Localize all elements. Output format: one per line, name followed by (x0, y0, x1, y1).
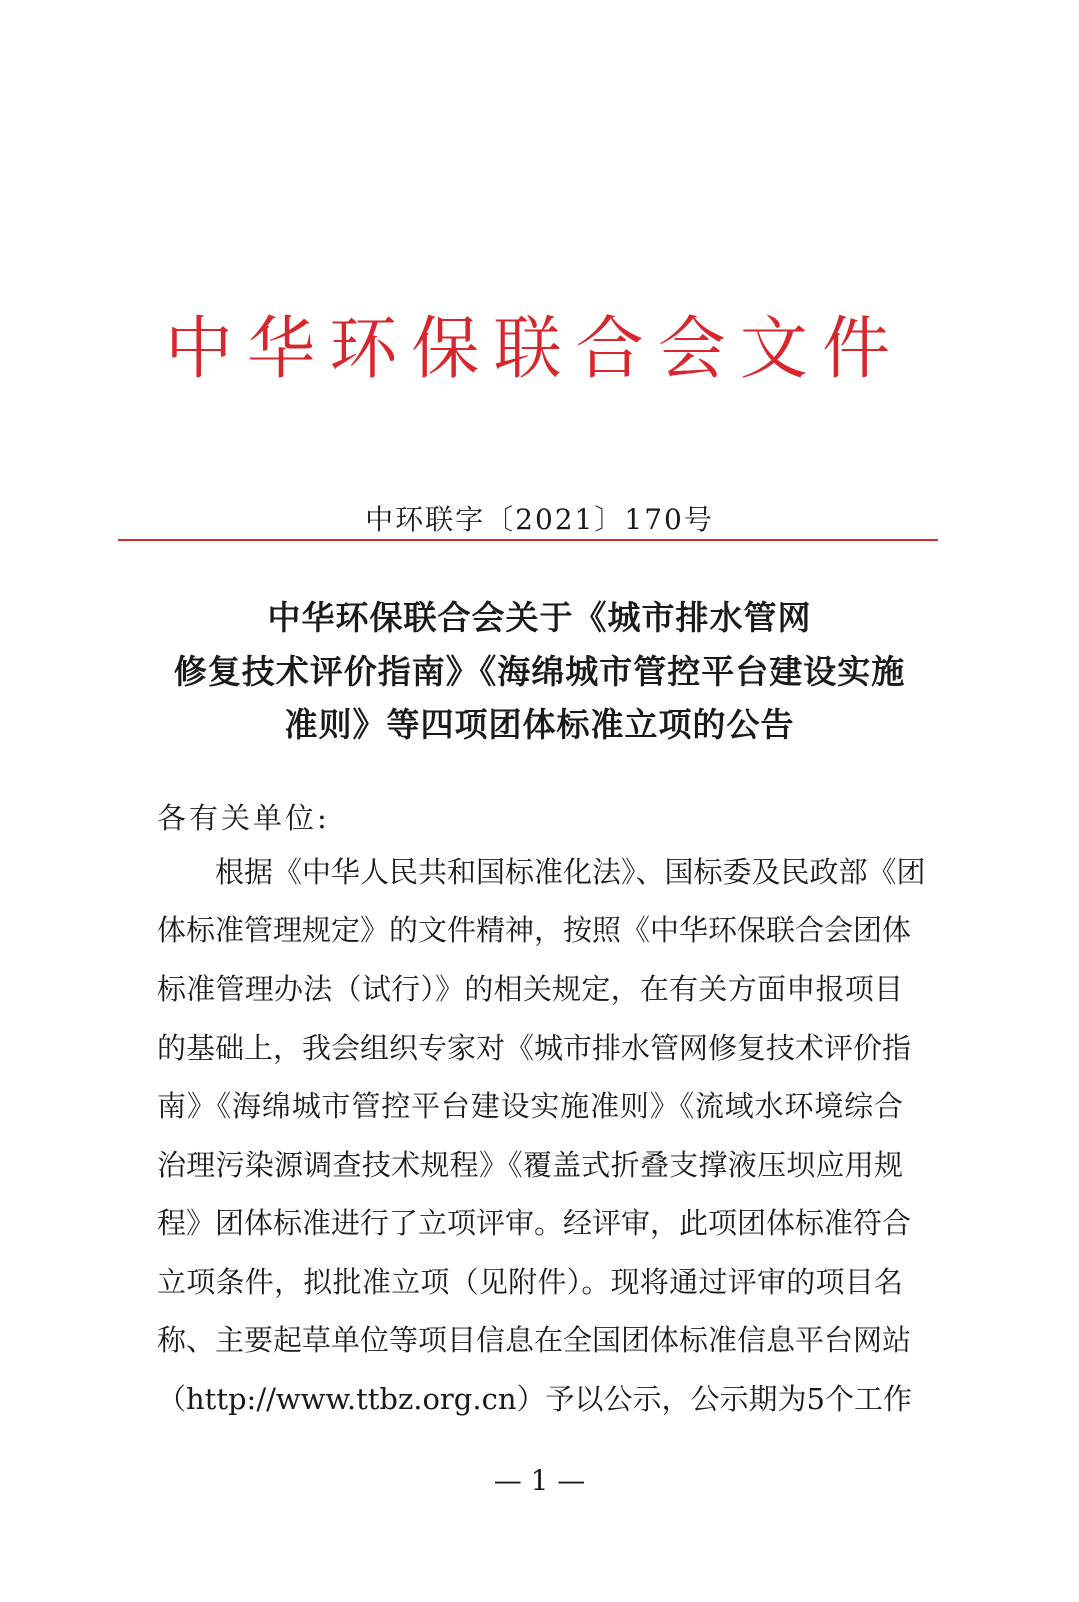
body-line: 程》团体标准进行了立项评审。经评审，此项团体标准符合 (157, 1206, 912, 1240)
salutation: 各有关单位: (157, 801, 330, 835)
body-line: 根据《中华人民共和国标准化法》、国标委及民政部《团 (215, 855, 926, 889)
document-number: 中环联字〔2021〕170号 (365, 503, 714, 536)
body-line: 的基础上，我会组织专家对《城市排水管网修复技术评价指 (157, 1031, 912, 1065)
document-header-title: 中华环保联合会文件 (165, 310, 890, 389)
body-line: 称、主要起草单位等项目信息在全国团体标准信息平台网站 (157, 1323, 912, 1357)
body-line: 立项条件，拟批准立项（见附件）。现将通过评审的项目名 (157, 1265, 903, 1299)
title-line-1: 中华环保联合会关于《城市排水管网 (267, 598, 812, 637)
title-line-3: 准则》等四项团体标准立项的公告 (284, 705, 795, 744)
body-line: 南》《海绵城市管控平台建设实施准则》《流域水环境综合 (157, 1089, 903, 1123)
red-divider (118, 539, 938, 541)
body-line: （http://www.ttbz.org.cn）予以公示，公示期为5个工作 (157, 1382, 912, 1416)
body-line: 标准管理办法（试行）》的相关规定，在有关方面申报项目 (157, 972, 903, 1006)
page-number: — 1 — (493, 1464, 586, 1497)
title-line-2: 修复技术评价指南》《海绵城市管控平台建设实施 (173, 652, 906, 691)
body-line: 治理污染源调查技术规程》《覆盖式折叠支撑液压坝应用规 (157, 1148, 903, 1182)
body-line: 体标准管理规定》的文件精神，按照《中华环保联合会团体 (157, 913, 912, 947)
